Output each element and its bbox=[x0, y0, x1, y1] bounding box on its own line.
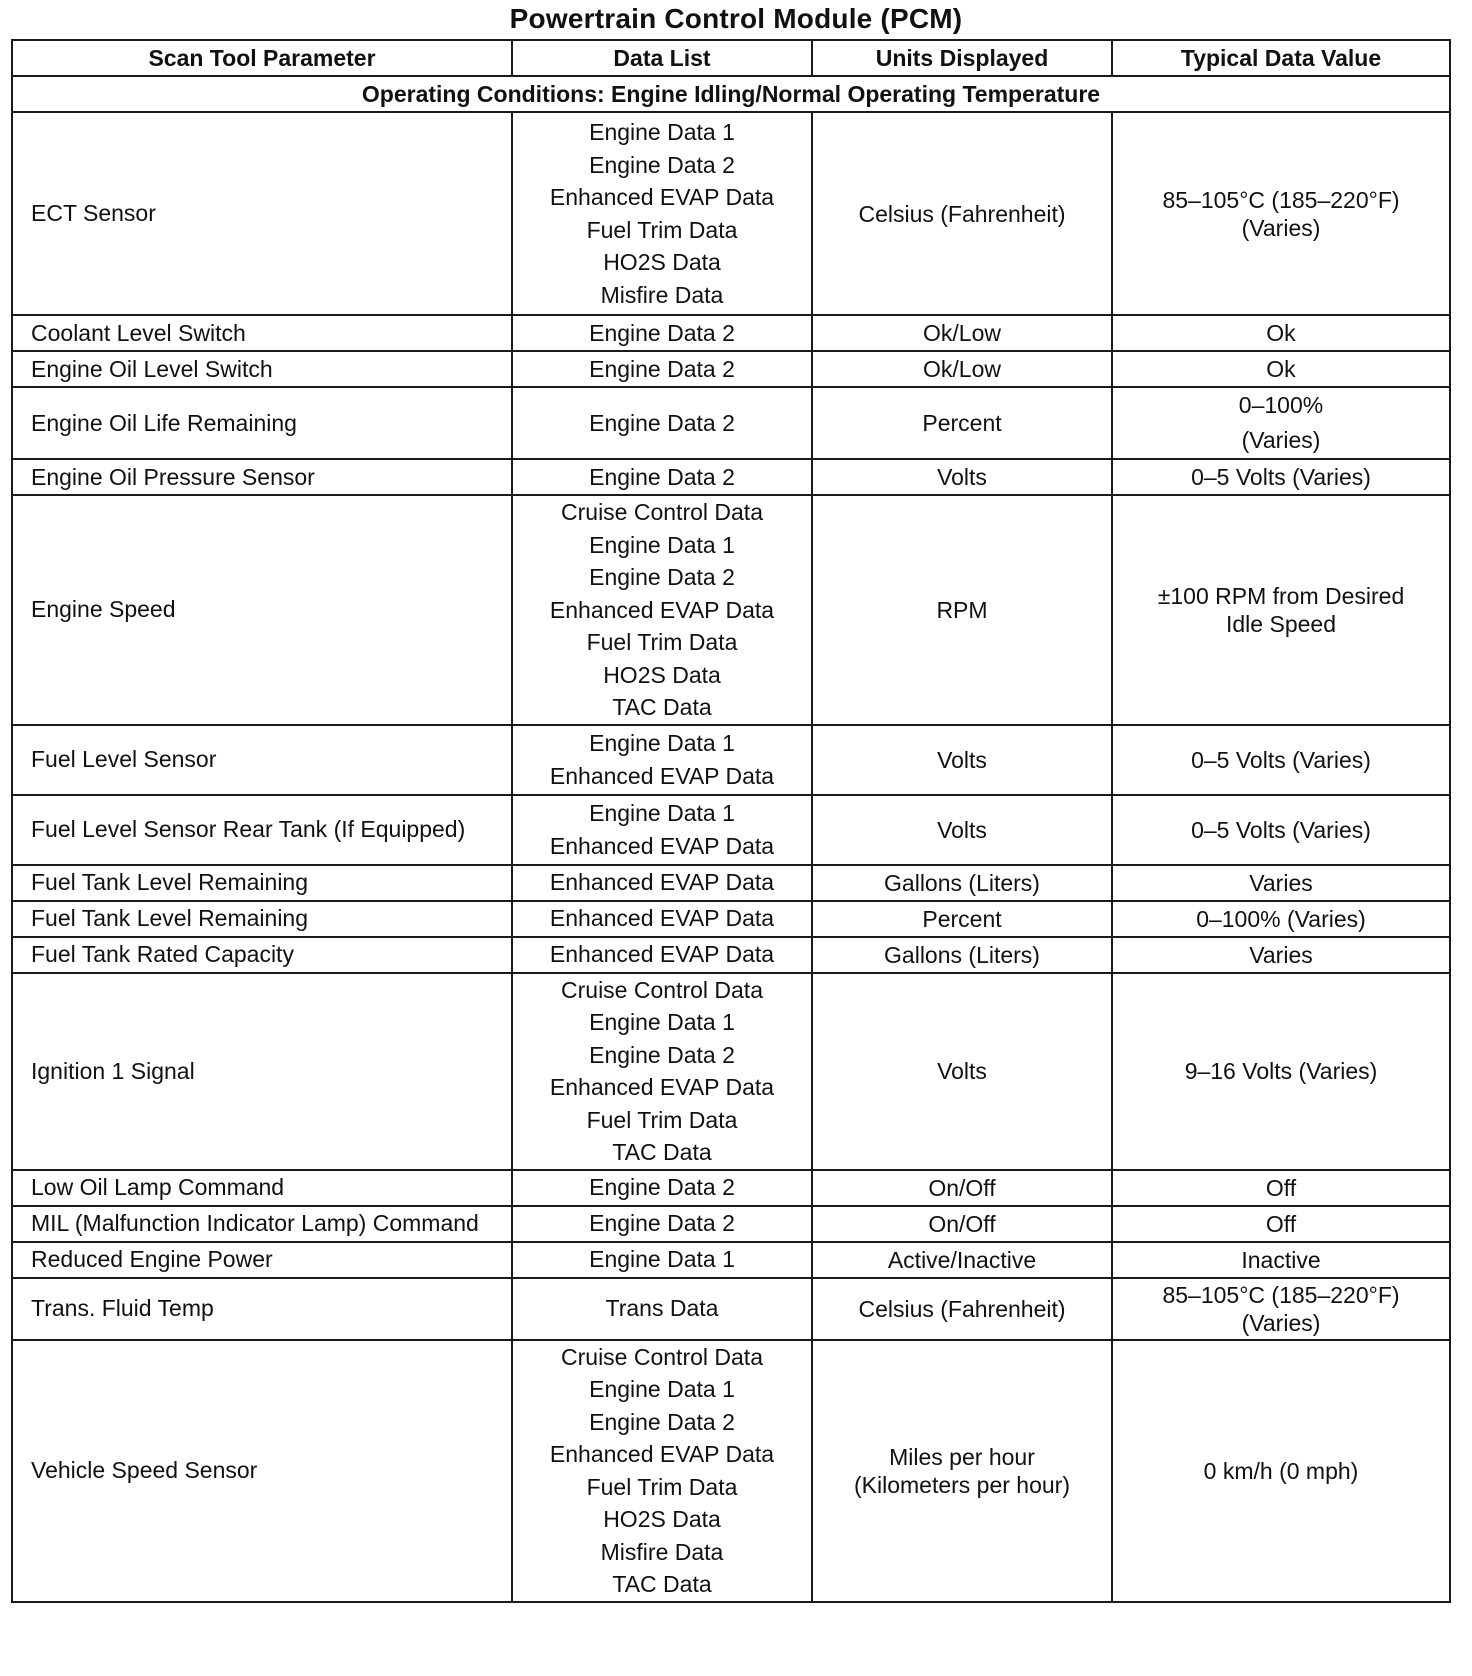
typical-data-value-cell bbox=[1112, 1340, 1450, 1602]
units-displayed-line: Volts bbox=[937, 746, 987, 773]
typical-data-value-line: 9–16 Volts (Varies) bbox=[1184, 1058, 1378, 1084]
typical-data-value-line: ±100 RPM from Desired bbox=[1157, 582, 1405, 609]
data-list-cell bbox=[512, 1278, 812, 1340]
scan-tool-parameter-cell: Engine Oil Pressure Sensor bbox=[12, 459, 512, 495]
scan-tool-parameter-cell: Fuel Level Sensor bbox=[12, 725, 512, 795]
data-list-cell bbox=[512, 865, 812, 901]
typical-data-value-line: 0–100% (Varies) bbox=[1196, 905, 1366, 932]
units-displayed-line: Volts bbox=[937, 1058, 987, 1084]
data-list-cell bbox=[512, 1242, 812, 1278]
table-row bbox=[12, 1206, 1450, 1242]
data-list-line: Engine Data 1 bbox=[589, 531, 735, 558]
data-list-line: Misfire Data bbox=[600, 1538, 724, 1565]
data-list-line: Fuel Trim Data bbox=[586, 1106, 738, 1133]
scan-tool-parameter-cell: MIL (Malfunction Indicator Lamp) Command bbox=[12, 1206, 512, 1242]
operating-conditions: Operating Conditions: Engine Idling/Normal Operating Temperature bbox=[12, 76, 1450, 112]
scan-tool-parameter-cell: Vehicle Speed Sensor bbox=[12, 1340, 512, 1602]
data-list-line: Enhanced EVAP Data bbox=[549, 184, 775, 210]
data-list-line: Enhanced EVAP Data bbox=[549, 762, 775, 789]
typical-data-value-cell bbox=[1112, 973, 1450, 1170]
data-list-line: Enhanced EVAP Data bbox=[549, 1441, 775, 1467]
units-displayed-line: Percent bbox=[922, 905, 1002, 932]
scan-tool-parameter-cell: Coolant Level Switch bbox=[12, 315, 512, 351]
units-displayed-line: Volts bbox=[937, 464, 987, 490]
data-list-line: TAC Data bbox=[612, 1571, 712, 1597]
typical-data-value-cell bbox=[1112, 901, 1450, 937]
scan-tool-parameter-cell: Engine Oil Level Switch bbox=[12, 351, 512, 387]
typical-data-value-cell bbox=[1112, 1170, 1450, 1206]
data-list-cell bbox=[512, 937, 812, 973]
typical-data-value-cell bbox=[1112, 495, 1450, 725]
data-list-line: Engine Data 2 bbox=[589, 1210, 735, 1237]
typical-data-value-line: Inactive bbox=[1241, 1246, 1321, 1273]
typical-data-value-line: Ok bbox=[1266, 320, 1296, 346]
table-body bbox=[12, 76, 1450, 1602]
data-list-line: Enhanced EVAP Data bbox=[549, 832, 775, 859]
table-row bbox=[12, 901, 1450, 937]
units-displayed-line: Celsius (Fahrenheit) bbox=[858, 200, 1066, 227]
typical-data-value-line: Off bbox=[1265, 1210, 1297, 1237]
typical-data-value-cell bbox=[1112, 725, 1450, 795]
table-row bbox=[12, 1170, 1450, 1206]
data-list-cell bbox=[512, 112, 812, 315]
scan-tool-parameter-cell: Fuel Tank Level Remaining bbox=[12, 901, 512, 937]
units-displayed-cell bbox=[812, 1206, 1112, 1242]
table-row bbox=[12, 795, 1450, 865]
data-list-cell bbox=[512, 351, 812, 387]
typical-data-value-line: 85–105°C (185–220°F) bbox=[1162, 1281, 1400, 1308]
scan-tool-parameter-cell: Fuel Tank Rated Capacity bbox=[12, 937, 512, 973]
data-list-line: Enhanced EVAP Data bbox=[549, 941, 775, 968]
pcm-data-table bbox=[11, 39, 1451, 1603]
table-row bbox=[12, 112, 1450, 315]
column-header-scan-tool-parameter: Scan Tool Parameter bbox=[12, 40, 512, 76]
data-list-line: HO2S Data bbox=[603, 1506, 721, 1532]
data-list-line: Engine Data 1 bbox=[589, 1246, 735, 1273]
data-list-line: Enhanced EVAP Data bbox=[549, 596, 775, 623]
data-list-cell bbox=[512, 315, 812, 351]
data-list-line: Engine Data 2 bbox=[589, 1408, 735, 1435]
units-displayed-line: Ok/Low bbox=[923, 356, 1001, 382]
units-displayed-cell bbox=[812, 459, 1112, 495]
data-list-cell bbox=[512, 725, 812, 795]
data-list-line: Engine Data 2 bbox=[589, 564, 735, 590]
units-displayed-line: Active/Inactive bbox=[887, 1246, 1037, 1273]
units-displayed-cell bbox=[812, 112, 1112, 315]
data-list-cell bbox=[512, 495, 812, 725]
data-list-line: HO2S Data bbox=[603, 249, 721, 275]
units-displayed-cell bbox=[812, 865, 1112, 901]
data-list-line: Trans Data bbox=[605, 1295, 719, 1322]
data-list-line: Engine Data 1 bbox=[589, 1376, 735, 1402]
data-list-line: Engine Data 2 bbox=[589, 355, 735, 382]
typical-data-value-cell bbox=[1112, 1206, 1450, 1242]
units-displayed-cell bbox=[812, 1278, 1112, 1340]
data-list-cell bbox=[512, 387, 812, 459]
data-list-line: Misfire Data bbox=[600, 281, 724, 308]
typical-data-value-cell bbox=[1112, 459, 1450, 495]
units-displayed-line: Miles per hour bbox=[889, 1443, 1035, 1470]
data-list-cell bbox=[512, 795, 812, 865]
data-list-line: Enhanced EVAP Data bbox=[549, 1074, 775, 1100]
table-row bbox=[12, 315, 1450, 351]
data-list-line: Engine Data 2 bbox=[589, 1041, 735, 1068]
units-displayed-line: Gallons (Liters) bbox=[884, 869, 1040, 896]
typical-data-value-cell bbox=[1112, 112, 1450, 315]
data-list-cell bbox=[512, 973, 812, 1170]
data-list-line: Cruise Control Data bbox=[561, 499, 763, 525]
typical-data-value-line: (Varies) bbox=[1241, 427, 1321, 453]
data-list-line: Fuel Trim Data bbox=[586, 216, 738, 243]
scan-tool-parameter-cell: Ignition 1 Signal bbox=[12, 973, 512, 1170]
typical-data-value-cell bbox=[1112, 1278, 1450, 1340]
units-displayed-cell bbox=[812, 795, 1112, 865]
operating-conditions-row bbox=[12, 76, 1450, 112]
table-row bbox=[12, 1278, 1450, 1340]
typical-data-value-line: Ok bbox=[1266, 356, 1296, 382]
typical-data-value-line: 85–105°C (185–220°F) bbox=[1162, 186, 1400, 213]
typical-data-value-cell bbox=[1112, 387, 1450, 459]
table-row bbox=[12, 1340, 1450, 1602]
typical-data-value-line: (Varies) bbox=[1241, 214, 1321, 241]
units-displayed-cell bbox=[812, 937, 1112, 973]
units-displayed-cell bbox=[812, 387, 1112, 459]
units-displayed-line: Percent bbox=[922, 410, 1002, 436]
data-list-line: TAC Data bbox=[612, 694, 712, 720]
data-list-cell bbox=[512, 901, 812, 937]
data-list-line: Engine Data 2 bbox=[589, 1174, 735, 1201]
typical-data-value-line: 0 km/h (0 mph) bbox=[1203, 1457, 1359, 1484]
data-list-line: Engine Data 1 bbox=[589, 119, 735, 145]
units-displayed-cell bbox=[812, 901, 1112, 937]
typical-data-value-cell bbox=[1112, 937, 1450, 973]
data-list-line: Engine Data 2 bbox=[589, 319, 735, 346]
table-row bbox=[12, 973, 1450, 1170]
column-header-data-list: Data List bbox=[512, 40, 812, 76]
typical-data-value-cell bbox=[1112, 865, 1450, 901]
column-header-units-displayed: Units Displayed bbox=[812, 40, 1112, 76]
typical-data-value-line: 0–5 Volts (Varies) bbox=[1191, 816, 1371, 843]
units-displayed-cell bbox=[812, 725, 1112, 795]
column-header-typical-data-value: Typical Data Value bbox=[1112, 40, 1450, 76]
typical-data-value-line: 0–100% bbox=[1238, 392, 1324, 418]
units-displayed-line: Ok/Low bbox=[923, 320, 1001, 346]
units-displayed-line: Celsius (Fahrenheit) bbox=[858, 1295, 1066, 1322]
typical-data-value-line: Varies bbox=[1249, 869, 1313, 896]
data-list-line: Cruise Control Data bbox=[561, 976, 763, 1003]
scan-tool-parameter-cell: Engine Oil Life Remaining bbox=[12, 387, 512, 459]
units-displayed-cell bbox=[812, 315, 1112, 351]
units-displayed-line: Gallons (Liters) bbox=[884, 941, 1040, 968]
typical-data-value-cell bbox=[1112, 795, 1450, 865]
data-list-line: HO2S Data bbox=[603, 661, 721, 688]
typical-data-value-line: Idle Speed bbox=[1226, 610, 1336, 637]
table-row bbox=[12, 725, 1450, 795]
header-row bbox=[12, 40, 1450, 76]
data-list-line: Engine Data 1 bbox=[589, 730, 735, 756]
typical-data-value-cell bbox=[1112, 315, 1450, 351]
table-row bbox=[12, 459, 1450, 495]
typical-data-value-line: Off bbox=[1265, 1174, 1297, 1201]
data-list-line: Fuel Trim Data bbox=[586, 1473, 738, 1500]
scan-tool-parameter-cell: ECT Sensor bbox=[12, 112, 512, 315]
units-displayed-cell bbox=[812, 351, 1112, 387]
table-row bbox=[12, 387, 1450, 459]
scan-tool-parameter-cell: Reduced Engine Power bbox=[12, 1242, 512, 1278]
scan-tool-parameter-cell: Low Oil Lamp Command bbox=[12, 1170, 512, 1206]
data-list-line: Cruise Control Data bbox=[561, 1343, 763, 1370]
table-row bbox=[12, 1242, 1450, 1278]
units-displayed-line: On/Off bbox=[928, 1174, 996, 1201]
data-list-line: Engine Data 1 bbox=[589, 800, 735, 826]
table-row bbox=[12, 495, 1450, 725]
data-list-cell bbox=[512, 1206, 812, 1242]
data-list-cell bbox=[512, 459, 812, 495]
page-title: Powertrain Control Module (PCM) bbox=[509, 3, 963, 34]
typical-data-value-line: 0–5 Volts (Varies) bbox=[1191, 464, 1371, 490]
data-list-line: Engine Data 2 bbox=[589, 463, 735, 490]
units-displayed-cell bbox=[812, 495, 1112, 725]
data-list-cell bbox=[512, 1340, 812, 1602]
table-row bbox=[12, 865, 1450, 901]
typical-data-value-line: (Varies) bbox=[1241, 1309, 1321, 1336]
units-displayed-cell bbox=[812, 1242, 1112, 1278]
table-row bbox=[12, 937, 1450, 973]
units-displayed-cell bbox=[812, 1340, 1112, 1602]
typical-data-value-line: Varies bbox=[1249, 941, 1313, 968]
scan-tool-parameter-cell: Fuel Level Sensor Rear Tank (If Equipped) bbox=[12, 795, 512, 865]
data-list-line: Fuel Trim Data bbox=[586, 629, 738, 655]
data-list-line: Engine Data 2 bbox=[589, 409, 735, 436]
data-list-line: Engine Data 1 bbox=[589, 1009, 735, 1035]
units-displayed-line: RPM bbox=[936, 596, 988, 623]
units-displayed-line: Volts bbox=[937, 816, 987, 843]
units-displayed-cell bbox=[812, 973, 1112, 1170]
units-displayed-cell bbox=[812, 1170, 1112, 1206]
units-displayed-line: (Kilometers per hour) bbox=[853, 1471, 1071, 1498]
scan-tool-parameter-cell: Fuel Tank Level Remaining bbox=[12, 865, 512, 901]
data-list-cell bbox=[512, 1170, 812, 1206]
scan-tool-parameter-cell: Trans. Fluid Temp bbox=[12, 1278, 512, 1340]
data-list-line: Engine Data 2 bbox=[589, 151, 735, 178]
scan-tool-parameter-cell: Engine Speed bbox=[12, 495, 512, 725]
data-list-line: Enhanced EVAP Data bbox=[549, 869, 775, 896]
typical-data-value-line: 0–5 Volts (Varies) bbox=[1191, 746, 1371, 773]
data-list-line: TAC Data bbox=[612, 1139, 712, 1165]
units-displayed-line: On/Off bbox=[928, 1210, 996, 1237]
data-list-line: Enhanced EVAP Data bbox=[549, 905, 775, 932]
typical-data-value-cell bbox=[1112, 351, 1450, 387]
table-row bbox=[12, 351, 1450, 387]
typical-data-value-cell bbox=[1112, 1242, 1450, 1278]
